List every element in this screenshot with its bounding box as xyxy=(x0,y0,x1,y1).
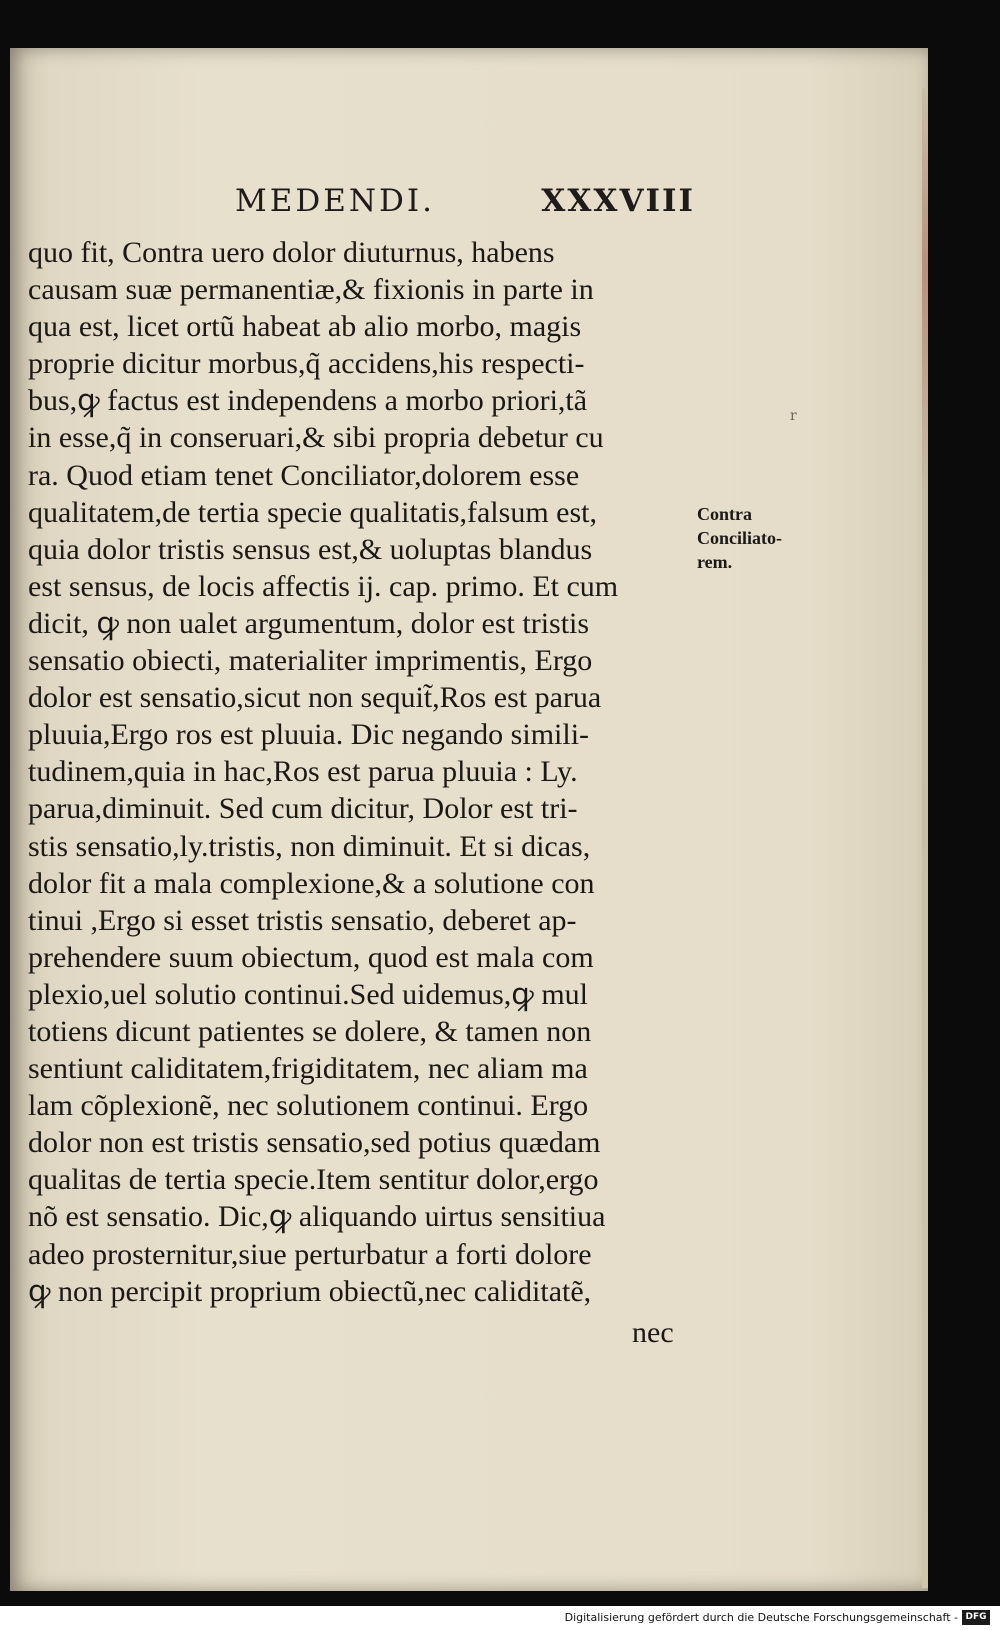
text-line: qua est, licet ortũ habeat ab alio morbo, magis xyxy=(28,310,582,344)
text-line: sensatio obiecti, materialiter imprimentis, Ergo xyxy=(28,644,593,678)
page-edge xyxy=(922,88,928,1588)
margin-note-line: Contra xyxy=(697,504,752,524)
text-line: tinui ,Ergo si esset tristis sensatio, deberet ap- xyxy=(28,903,577,937)
text-line: quia dolor tristis sensus est,& uoluptas blandus xyxy=(28,532,593,566)
catchword: nec xyxy=(632,1316,674,1349)
folio-number: XXXVIII xyxy=(541,183,695,219)
dfg-logo: DFG xyxy=(962,1610,990,1625)
footer-bar xyxy=(0,1606,1000,1630)
text-line: qualitatem,de tertia specie qualitatis,falsum est, xyxy=(28,495,597,529)
text-line: sentiunt caliditatem,frigiditatem, nec aliam ma xyxy=(28,1052,588,1086)
text-line: tudinem,quia in hac,Ros est parua pluuia : Ly. xyxy=(28,755,578,789)
text-line: quo fit, Contra uero dolor diuturnus, habens xyxy=(28,236,555,269)
text-line: pluuia,Ergo ros est pluuia. Dic negando simili- xyxy=(28,718,590,752)
text-line: causam suæ permanentiæ,& fixionis in parte in xyxy=(28,273,594,307)
body-text xyxy=(28,234,698,1310)
text-line: dicit, ꝙ non ualet argumentum, dolor est tristis xyxy=(28,606,590,640)
text-line: est sensus, de locis affectis ij. cap. primo. Et cum xyxy=(28,569,619,603)
text-line: parua,diminuit. Sed cum dicitur, Dolor est tri- xyxy=(28,792,578,826)
running-header xyxy=(235,183,695,223)
running-title: MEDENDI. xyxy=(235,183,435,219)
text-line: ꝙ non percipit proprium obiectũ,nec caliditatẽ, xyxy=(28,1274,592,1308)
margin-note xyxy=(697,502,827,574)
text-line: plexio,uel solutio continui.Sed uidemus,ꝙ mul xyxy=(28,977,588,1011)
text-line: nõ est sensatio. Dic,ꝙ aliquando uirtus sensitiua xyxy=(28,1200,606,1234)
text-line: stis sensatio,ly.tristis, non diminuit. Et si dicas, xyxy=(28,829,591,863)
text-line: dolor fit a mala complexione,& a solutione con xyxy=(28,866,595,900)
text-line: qualitas de tertia specie.Item sentitur dolor,ergo xyxy=(28,1163,599,1197)
text-line: dolor est sensatio,sicut non sequit̃,Ros est parua xyxy=(28,681,602,715)
margin-note-line: Conciliato- xyxy=(697,528,782,548)
text-line: prehendere suum obiectum, quod est mala com xyxy=(28,940,594,974)
margin-note-line: rem. xyxy=(697,552,733,572)
text-line: dolor non est tristis sensatio,sed potius quædam xyxy=(28,1126,601,1160)
text-line: lam cõplexionẽ, nec solutionem continui. Ergo xyxy=(28,1089,589,1123)
text-line: proprie dicitur morbus,q̃ accidens,his respecti- xyxy=(28,347,585,381)
text-line: bus,ꝙ factus est independens a morbo priori,tã xyxy=(28,384,588,418)
stray-mark: r xyxy=(790,408,797,424)
text-line: ra. Quod etiam tenet Conciliator,dolorem esse xyxy=(28,458,580,492)
footer-credit: Digitalisierung gefördert durch die Deutsche Forschungsgemeinschaft - xyxy=(564,1611,958,1624)
text-line: in esse,q̃ in conseruari,& sibi propria debetur cu xyxy=(28,421,604,455)
text-line: adeo prosternitur,siue perturbatur a forti dolore xyxy=(28,1237,592,1271)
text-line: totiens dicunt patientes se dolere, & tamen non xyxy=(28,1014,592,1048)
